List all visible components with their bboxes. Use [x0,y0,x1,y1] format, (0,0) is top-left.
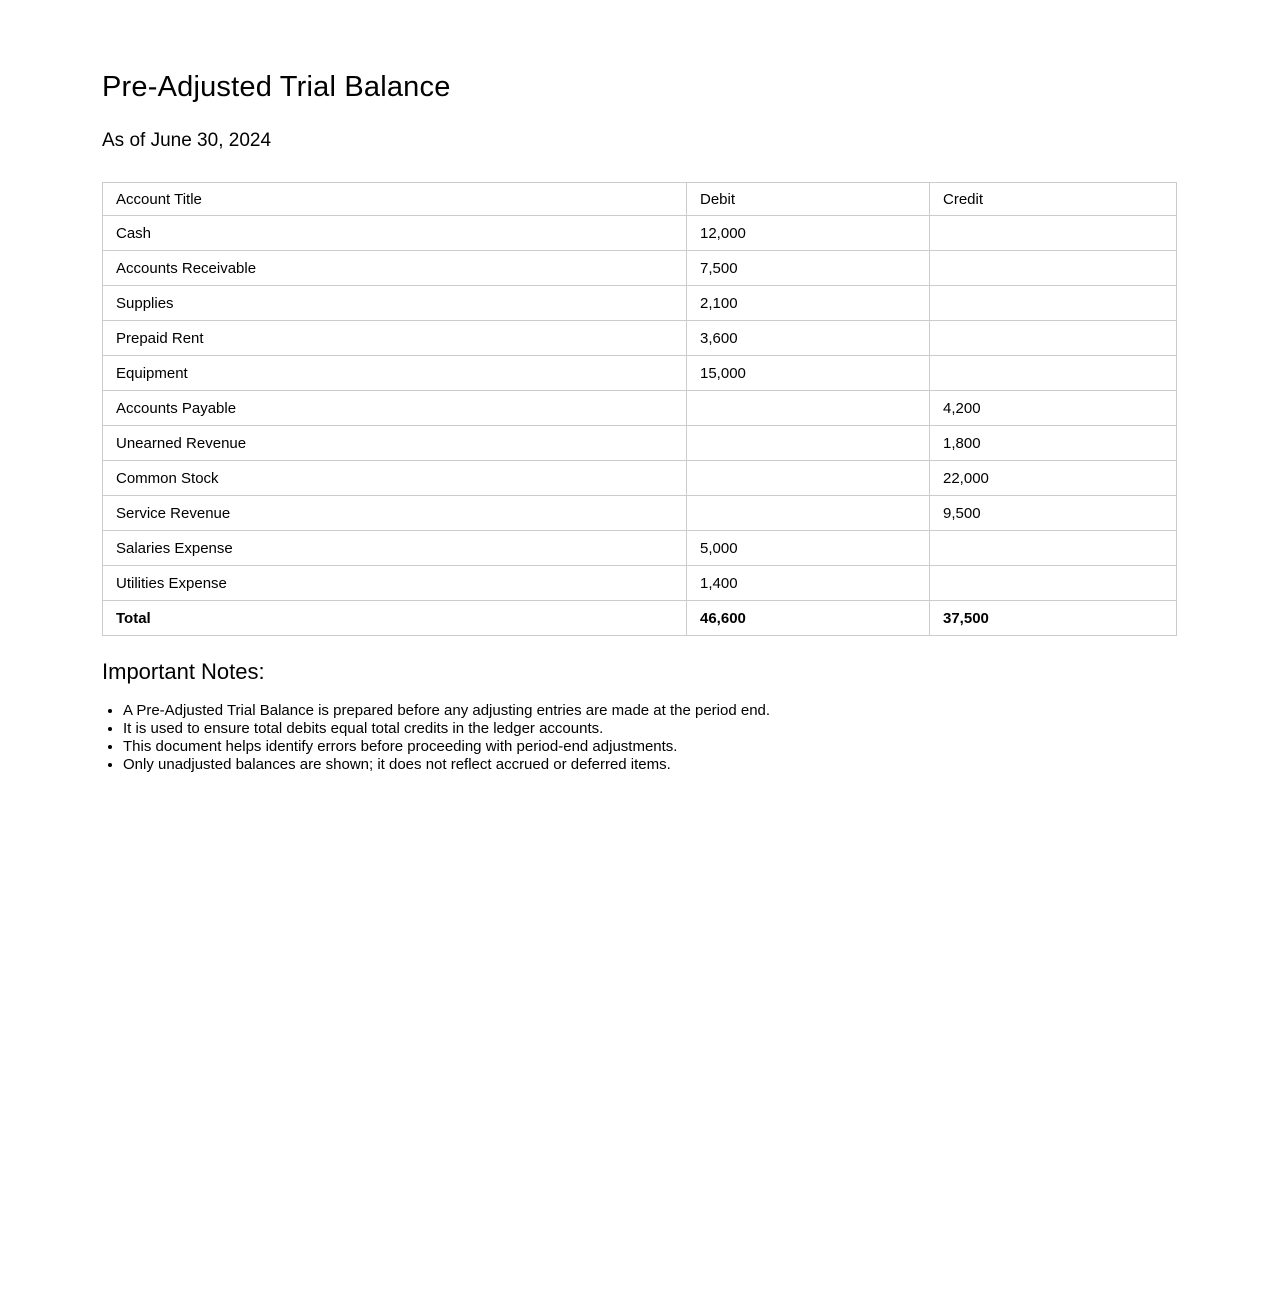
credit-cell [930,286,1177,321]
credit-cell [930,531,1177,566]
debit-cell [687,496,930,531]
total-credit-cell: 37,500 [930,601,1177,636]
debit-cell: 2,100 [687,286,930,321]
debit-cell [687,426,930,461]
account-cell: Utilities Expense [103,566,687,601]
table-row [103,251,1177,286]
credit-cell: 1,800 [930,426,1177,461]
column-header-debit: Debit [687,183,930,216]
debit-cell: 1,400 [687,566,930,601]
debit-cell: 3,600 [687,321,930,356]
credit-cell: 22,000 [930,461,1177,496]
total-debit-cell: 46,600 [687,601,930,636]
trial-balance-table [102,182,1177,636]
page-subtitle: As of June 30, 2024 [102,130,272,151]
table-row [103,531,1177,566]
note-item: • Only unadjusted balances are shown; it does not reflect accrued or deferred items. [123,756,1176,774]
credit-cell [930,321,1177,356]
account-cell: Salaries Expense [103,531,687,566]
debit-cell: 7,500 [687,251,930,286]
column-header-credit: Credit [930,183,1177,216]
account-cell: Service Revenue [103,496,687,531]
credit-cell: 4,200 [930,391,1177,426]
debit-cell: 15,000 [687,356,930,391]
total-label-cell: Total [103,601,687,636]
table-body [103,216,1177,601]
page-title: Pre-Adjusted Trial Balance [102,71,451,103]
account-cell: Accounts Receivable [103,251,687,286]
account-cell: Prepaid Rent [103,321,687,356]
account-cell: Common Stock [103,461,687,496]
table-row [103,321,1177,356]
account-cell: Unearned Revenue [103,426,687,461]
table-row [103,391,1177,426]
account-cell: Cash [103,216,687,251]
table-row [103,461,1177,496]
debit-cell: 5,000 [687,531,930,566]
debit-cell [687,391,930,426]
credit-cell: 9,500 [930,496,1177,531]
debit-cell [687,461,930,496]
column-header-account-title: Account Title [103,183,687,216]
notes-list [102,702,1176,774]
account-cell: Equipment [103,356,687,391]
debit-cell: 12,000 [687,216,930,251]
account-cell: Accounts Payable [103,391,687,426]
credit-cell [930,216,1177,251]
table-header-row [103,183,1177,216]
table-row [103,356,1177,391]
table-row [103,426,1177,461]
note-item: • A Pre-Adjusted Trial Balance is prepared before any adjusting entries are made at the period end. [123,702,1176,720]
credit-cell [930,251,1177,286]
notes-heading: Important Notes: [102,659,265,684]
table-row [103,566,1177,601]
credit-cell [930,356,1177,391]
table-row [103,286,1177,321]
note-item: • It is used to ensure total debits equal total credits in the ledger accounts. [123,720,1176,738]
note-item: • This document helps identify errors before proceeding with period-end adjustments. [123,738,1176,756]
table-total-row [103,601,1177,636]
account-cell: Supplies [103,286,687,321]
credit-cell [930,566,1177,601]
table-row [103,496,1177,531]
table-row [103,216,1177,251]
